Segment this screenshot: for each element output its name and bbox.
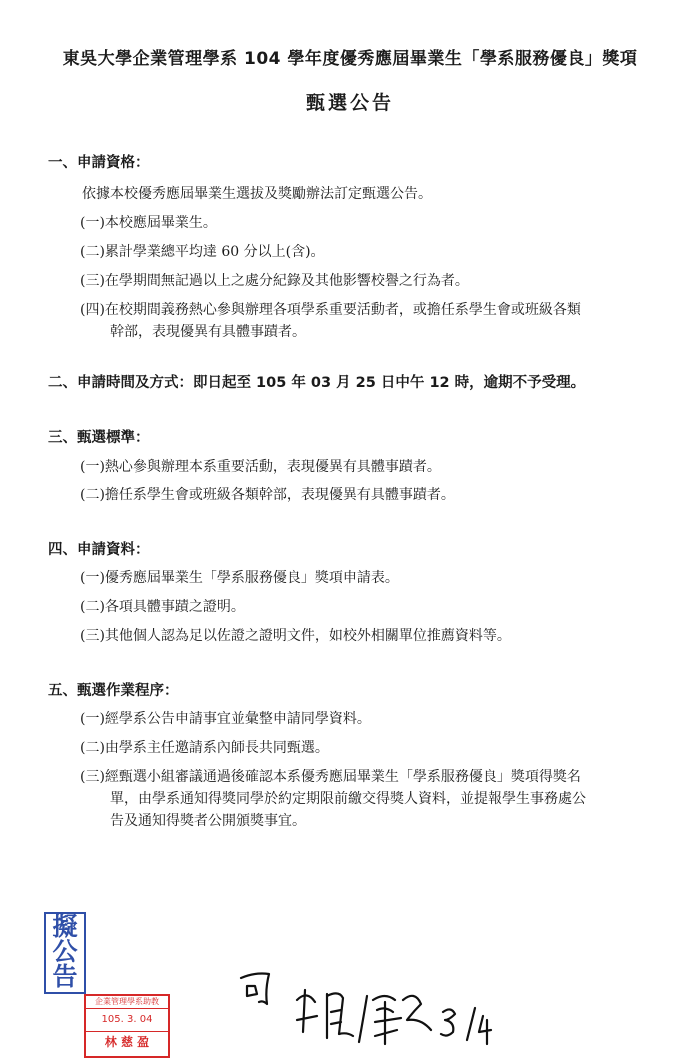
section-1-item: (一)本校應屆畢業生。 [80, 215, 217, 231]
section-1-item-continuation: 幹部，表現優異有具體事蹟者。 [110, 324, 306, 340]
stamp-date: 105. 3. 04 [86, 1009, 168, 1032]
section-5-heading: 五、甄選作業程序： [48, 683, 179, 699]
section-3-heading: 三、甄選標準： [48, 430, 150, 446]
section-4-item: (三)其他個人認為足以佐證之證明文件，如校外相關單位推薦資料等。 [80, 628, 511, 644]
section-3-item: (一)熱心參與辦理本系重要活動，表現優異有具體事蹟者。 [80, 459, 441, 475]
seal-char-2: 公 [52, 937, 78, 966]
section-1-item: (四)在校期間義務熱心參與辦理各項學系重要活動者，或擔任系學生會或班級各類 [80, 302, 581, 318]
section-5-item-continuation: 單，由學系通知得獎同學於約定期限前繳交得獎人資料，並提報學生事務處公 [110, 791, 586, 807]
stamp-name: 林 慈 盈 [104, 1035, 150, 1049]
seal-char-1: 擬 [52, 912, 78, 941]
section-5-item-continuation: 告及通知得獎者公開頒獎事宜。 [110, 813, 306, 829]
section-2-heading: 二、申請時間及方式：即日起至 105 年 03 月 25 日中午 12 時，逾期不予受理。 [48, 375, 586, 391]
approval-seal [44, 912, 86, 994]
section-1-intro: 依據本校優秀應屆畢業生選拔及獎勵辦法訂定甄選公告。 [82, 186, 432, 202]
section-5-item: (一)經學系公告申請事宜並彙整申請同學資料。 [80, 711, 371, 727]
stamp-office: 企業管理學系助教 [86, 996, 168, 1009]
document-title: 東吳大學企業管理學系 104 學年度優秀應屆畢業生「學系服務優良」獎項 [62, 49, 638, 69]
document-subtitle: 甄選公告 [305, 92, 394, 114]
seal-char-3: 告 [52, 962, 78, 991]
section-3-item: (二)擔任系學生會或班級各類幹部，表現優異有具體事蹟者。 [80, 487, 455, 503]
section-1-heading: 一、申請資格： [48, 155, 150, 171]
section-4-item: (二)各項具體事蹟之證明。 [80, 599, 245, 615]
date-stamp [84, 994, 170, 1058]
section-1-item: (三)在學期間無記過以上之處分紀錄及其他影響校譽之行為者。 [80, 273, 469, 289]
section-1-item: (二)累計學業總平均達 60 分以上(含)。 [80, 244, 325, 260]
section-4-item: (一)優秀應屆畢業生「學系服務優良」獎項申請表。 [80, 570, 399, 586]
section-5-item: (二)由學系主任邀請系內師長共同甄選。 [80, 740, 329, 756]
section-5-item: (三)經甄選小組審議通過後確認本系優秀應屆畢業生「學系服務優良」獎項得獎名 [80, 769, 581, 785]
section-4-heading: 四、申請資料： [48, 542, 150, 558]
handwritten-signature [235, 960, 515, 1050]
